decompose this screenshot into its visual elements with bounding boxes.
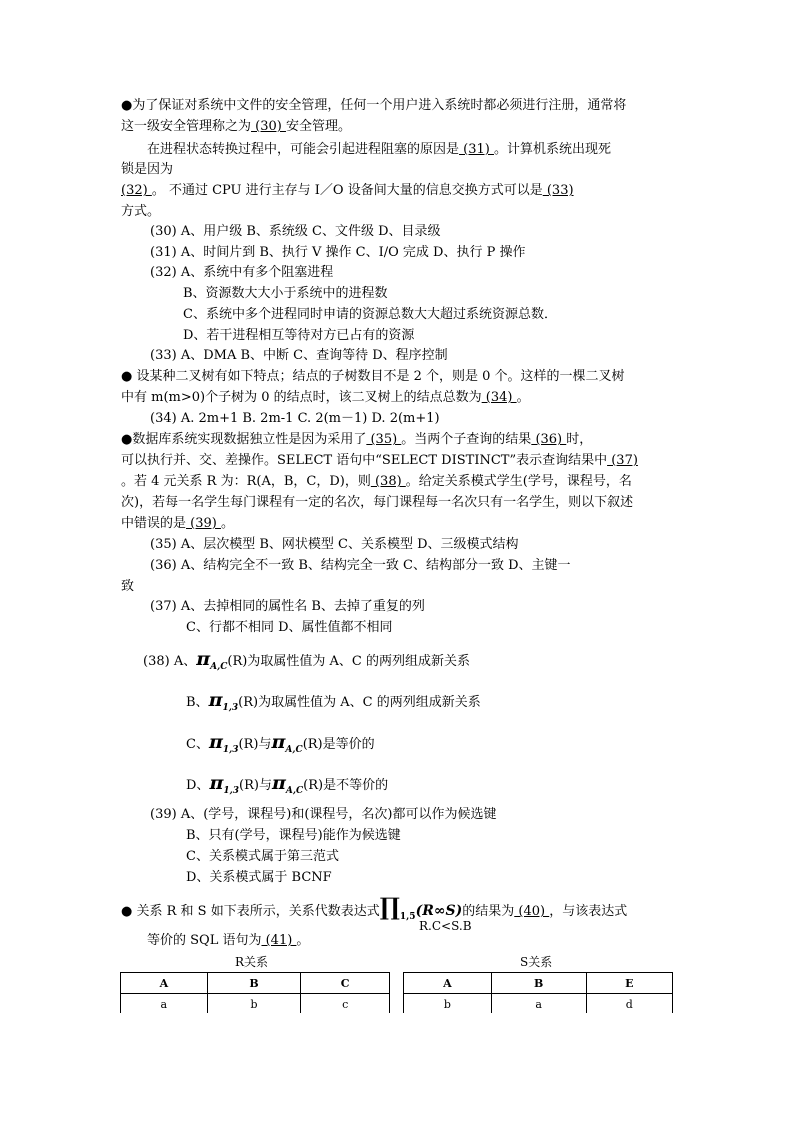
q31-intro-line1: 在进程状态转换过程中，可能会引起进程阻塞的原因是 (31) 。计算机系统出现死: [147, 142, 611, 157]
q37-options-line1: (37) A、去掉相同的属性名 B、去掉了重复的列: [150, 599, 425, 614]
table-cell: b: [404, 994, 492, 1015]
pi-symbol: π: [196, 648, 211, 670]
q32-option-a: (32) A、系统中有多个阻塞进程: [150, 265, 334, 280]
q38-option-d: D、$\pi_{1,3}(R)$与$\pi_{A,C}(R)$是不等价的: [186, 772, 389, 796]
blank-40: (40): [514, 904, 550, 919]
pi-symbol: π: [208, 731, 223, 753]
q35-intro-line1: ●数据库系统实现数据独立性是因为采用了 (35) 。当两个子查询的结果 (36) 时，: [121, 432, 593, 447]
q39-option-c: C、关系模式属于第三范式: [186, 849, 339, 864]
q38-option-c: C、$\pi_{1,3}(R)$与$\pi_{A,C}(R)$是等价的: [186, 731, 375, 755]
table-r: [120, 972, 390, 1015]
q30-options: (30) A、用户级 B、系统级 C、文件级 D、目录级: [150, 224, 441, 239]
table-s-header: A: [404, 973, 492, 994]
blank-39: (39): [186, 516, 221, 531]
q36-options-line1: (36) A、结构完全不一致 B、结构完全一致 C、结构部分一致 D、主键一: [150, 558, 571, 573]
table-row: [121, 994, 390, 1015]
q40-intro-line1: ● 关系 R 和 S 如下表所示，关系代数表达式$\prod_{1,5}(R\infty S)$的结果为 (40) ，与该表达式: [121, 892, 628, 922]
q35-intro-line3: 。若 4 元关系 R 为：R(A，B，C，D)，则 (38) 。给定关系模式学生(学号，课程号，名: [121, 474, 632, 489]
q40-intro-line2: 等价的 SQL 语句为 (41) 。: [147, 933, 310, 948]
blank-31: (31): [459, 142, 494, 157]
table-cell: b: [207, 994, 301, 1015]
q38-option-a: (38) A、$\pi_{A,C}(R)$为取属性值为 A、C 的两列组成新关系: [143, 648, 470, 672]
q34-options: (34) A. 2m+1 B. 2m-1 C. 2(m－1) D. 2(m+1): [150, 411, 440, 426]
product-symbol: ∏: [379, 892, 400, 921]
blank-32: (32): [121, 183, 152, 198]
q37-options-line2: C、行都不相同 D、属性值都不相同: [186, 620, 393, 635]
q35-intro-line4: 次)，若每一名学生每门课程有一定的名次，每门课程每一名次只有一名学生，则以下叙述: [121, 495, 634, 510]
table-row: [404, 994, 673, 1015]
q30-intro-line2: 这一级安全管理称之为 (30) 安全管理。: [121, 119, 351, 134]
q40-condition: R.C<S.B: [419, 919, 472, 933]
q31-intro-line4: 方式。: [121, 204, 161, 219]
q32-option-d: D、若干进程相互等待对方已占有的资源: [183, 328, 415, 343]
table-r-header: A: [121, 973, 208, 994]
q36-options-line2: 致: [121, 579, 135, 594]
blank-38: (38): [370, 474, 406, 489]
q33-options: (33) A、DMA B、中断 C、查询等待 D、程序控制: [150, 348, 448, 363]
table-cell: a: [121, 994, 208, 1015]
q31-intro-line2: 锁是因为: [121, 162, 174, 177]
q39-option-a: (39) A、(学号，课程号)和(课程号，名次)都可以作为候选键: [150, 807, 497, 822]
blank-34: (34): [481, 390, 517, 405]
q31-intro-line3: (32) 。 不通过 CPU 进行主存与 I／O 设备间大量的信息交换方式可以是 (33): [121, 183, 574, 198]
q35-intro-line5: 中错误的是 (39) 。: [121, 516, 234, 531]
table-cell: d: [586, 994, 672, 1015]
table-r-header: B: [207, 973, 301, 994]
blank-33: (33): [542, 183, 574, 198]
table-s-caption: S关系: [520, 955, 553, 969]
table-s-header: E: [586, 973, 672, 994]
table-r-header: C: [301, 973, 390, 994]
blank-41: (41): [261, 933, 297, 948]
blank-37: (37): [607, 453, 638, 468]
table-cell: a: [491, 994, 586, 1015]
q32-option-b: B、资源数大大小于系统中的进程数: [183, 286, 388, 301]
table-s-header: B: [491, 973, 586, 994]
q39-option-b: B、只有(学号，课程号)能作为候选键: [186, 828, 401, 843]
q34-intro-line1: ● 设某种二叉树有如下特点；结点的子树数目不是 2 个，则是 0 个。这样的一棵二叉树: [121, 369, 625, 384]
q31-options: (31) A、时间片到 B、执行 V 操作 C、I/O 完成 D、执行 P 操作: [150, 245, 526, 260]
q39-option-d: D、关系模式属于 BCNF: [186, 870, 332, 885]
q35-options: (35) A、层次模型 B、网状模型 C、关系模型 D、三级模式结构: [150, 537, 519, 552]
q30-intro-line1: ●为了保证对系统中文件的安全管理，任何一个用户进入系统时都必须进行注册，通常将: [121, 98, 627, 113]
q34-intro-line2: 中有 m(m>0)个子树为 0 的结点时，该二叉树上的结点总数为 (34) 。: [121, 390, 530, 405]
pi-symbol: π: [271, 731, 286, 753]
page-bottom-margin: [0, 1013, 794, 1123]
q35-intro-line2: 可以执行并、交、差操作。SELECT 语句中“SELECT DISTINCT”表示查询结果中 (37): [121, 453, 638, 468]
blank-30: (30): [251, 119, 286, 134]
table-s: [403, 972, 673, 1015]
pi-symbol: π: [271, 772, 286, 794]
table-cell: c: [301, 994, 390, 1015]
pi-symbol: π: [208, 689, 223, 711]
table-r-caption: R关系: [235, 955, 269, 969]
blank-36: (36): [531, 432, 567, 447]
q32-option-c: C、系统中多个进程同时申请的资源总数大大超过系统资源总数．: [183, 307, 557, 322]
pi-symbol: π: [209, 772, 224, 794]
q38-option-b: B、$\pi_{1,3}(R)$为取属性值为 A、C 的两列组成新关系: [186, 689, 481, 713]
blank-35: (35): [366, 432, 402, 447]
